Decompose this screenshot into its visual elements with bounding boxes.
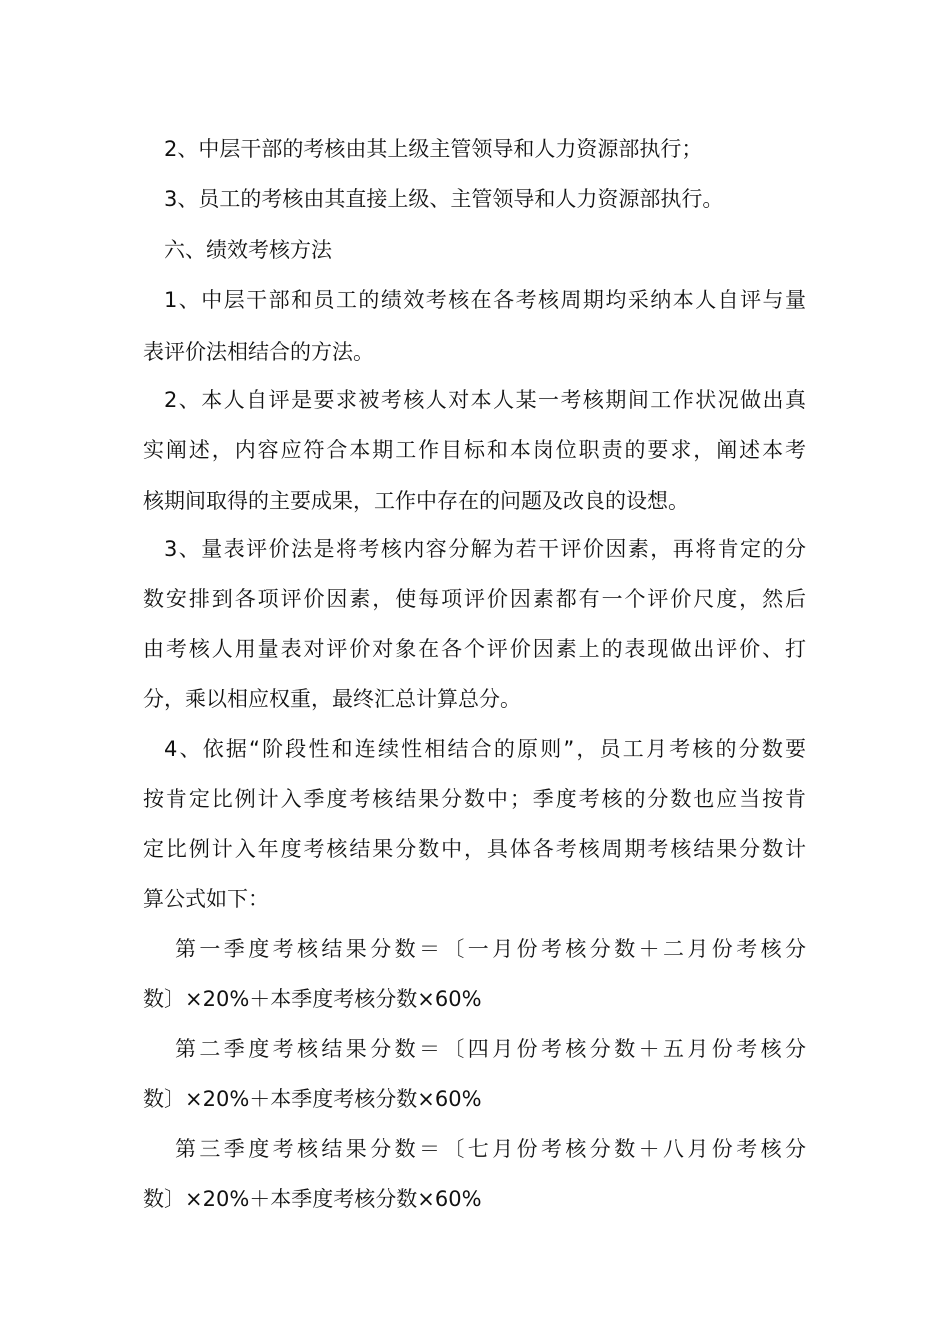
paragraph-line: 核期间取得的主要成果，工作中存在的问题及改良的设想。	[143, 489, 689, 513]
paragraph-line: 分，乘以相应权重，最终汇总计算总分。	[143, 687, 521, 711]
paragraph-line-text: 由考核人用量表对评价对象在各个评价因素上的表现做出评价、打	[143, 637, 806, 661]
paragraph-line	[164, 734, 806, 764]
formula-line: 数〕×20%＋本季度考核分数×60%	[143, 1087, 482, 1111]
paragraph-line	[164, 385, 806, 415]
paragraph-line	[143, 435, 806, 465]
paragraph-line-text: 1、中层干部和员工的绩效考核在各考核周期均采纳本人自评与量	[164, 288, 806, 312]
paragraph-line: 算公式如下：	[143, 887, 269, 911]
paragraph-line-text: 实阐述，内容应符合本期工作目标和本岗位职责的要求，阐述本考	[143, 438, 806, 462]
paragraph-line-text: 2、本人自评是要求被考核人对本人某一考核期间工作状况做出真	[164, 388, 806, 412]
paragraph-line: 表评价法相结合的方法。	[143, 340, 374, 364]
formula-line: 数〕×20%＋本季度考核分数×60%	[143, 987, 482, 1011]
paragraph-line	[143, 834, 806, 864]
paragraph-line-text: 3、量表评价法是将考核内容分解为若干评价因素，再将肯定的分	[164, 537, 806, 561]
formula-line-text: 第一季度考核结果分数＝〔一月份考核分数＋二月份考核分	[175, 937, 806, 961]
formula-line	[175, 1134, 806, 1164]
paragraph-line	[164, 534, 806, 564]
paragraph-line-text: 按肯定比例计入季度考核结果分数中；季度考核的分数也应当按肯	[143, 787, 806, 811]
paragraph-line: 2、中层干部的考核由其上级主管领导和人力资源部执行；	[164, 137, 703, 161]
section-heading: 六、绩效考核方法	[164, 238, 332, 262]
paragraph-line: 3、员工的考核由其直接上级、主管领导和人力资源部执行。	[164, 187, 724, 211]
formula-line-text: 第三季度考核结果分数＝〔七月份考核分数＋八月份考核分	[175, 1137, 806, 1161]
paragraph-line-text: 4、依据“阶段性和连续性相结合的原则”，员工月考核的分数要	[164, 737, 806, 761]
paragraph-line	[164, 285, 806, 315]
paragraph-line	[143, 584, 806, 614]
formula-line	[175, 934, 806, 964]
formula-line-text: 第二季度考核结果分数＝〔四月份考核分数＋五月份考核分	[175, 1037, 806, 1061]
formula-line	[175, 1034, 806, 1064]
paragraph-line-text: 定比例计入年度考核结果分数中，具体各考核周期考核结果分数计	[143, 837, 806, 861]
paragraph-line	[143, 634, 806, 664]
formula-line: 数〕×20%＋本季度考核分数×60%	[143, 1187, 482, 1211]
paragraph-line-text: 数安排到各项评价因素，使每项评价因素都有一个评价尺度，然后	[143, 587, 806, 611]
paragraph-line	[143, 784, 806, 814]
